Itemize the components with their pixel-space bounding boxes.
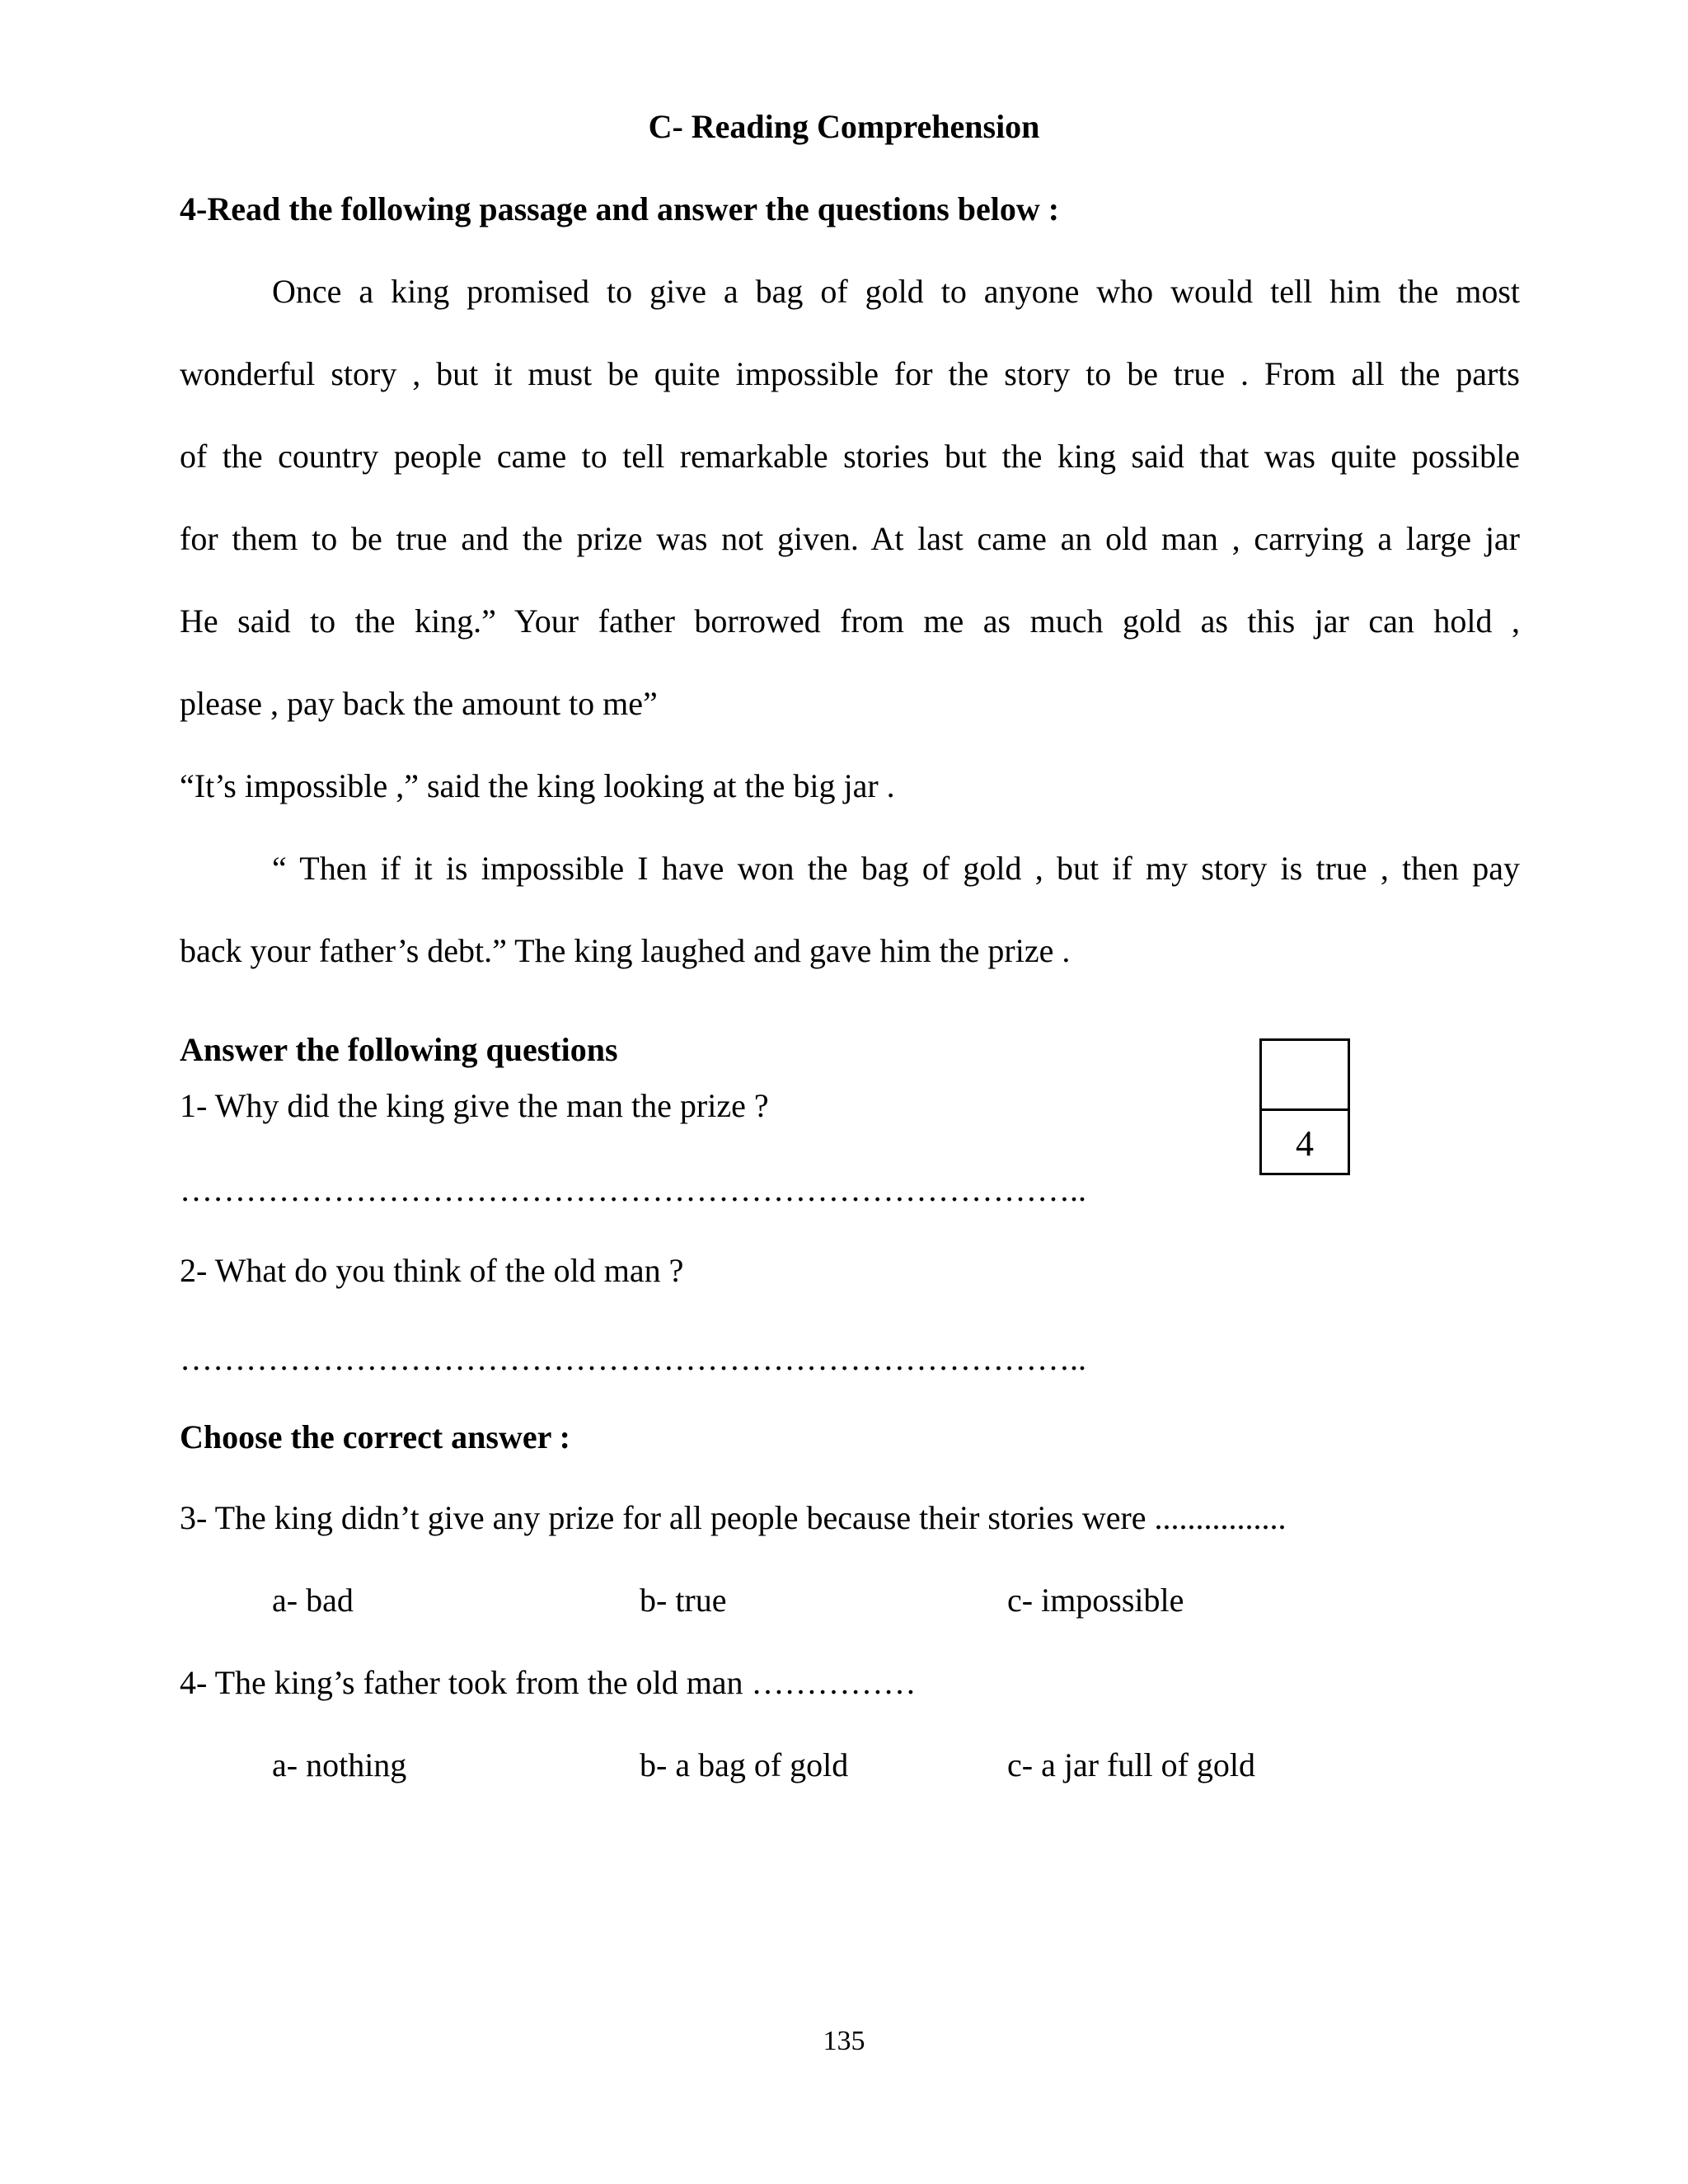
mcq-question-4: 4- The king’s father took from the old man …………… (180, 1664, 917, 1701)
answer-questions-heading: Answer the following questions (180, 1031, 618, 1068)
choose-heading: Choose the correct answer : (180, 1418, 570, 1455)
mcq-question-3: 3- The king didn’t give any prize for all people because their stories were ................ (180, 1499, 1287, 1536)
passage-line: back your father’s debt.” The king laughed and gave him the prize . (180, 932, 1071, 969)
passage-line: Once a king promised to give a bag of gold to anyone who would tell him the most (272, 273, 1520, 310)
passage-line: He said to the king.” Your father borrowed from me as much gold as this jar can hold , (180, 602, 1520, 640)
passage-line: please , pay back the amount to me” (180, 685, 658, 722)
score-value: 4 (1296, 1122, 1314, 1164)
section-title: C- Reading Comprehension (648, 108, 1040, 145)
passage-line: “ Then if it is impossible I have won the bag of gold , but if my story is true , then pay (272, 850, 1520, 887)
passage-line: of the country people came to tell remarkable stories but the king said that was quite possible (180, 438, 1520, 475)
question-1: 1- Why did the king give the man the prize ? (180, 1087, 769, 1124)
score-box-empty-cell (1262, 1041, 1348, 1111)
passage-line: “It’s impossible ,” said the king looking at the big jar . (180, 767, 895, 804)
mcq-4-option-c[interactable]: c- a jar full of gold (1007, 1746, 1255, 1783)
mcq-3-option-b[interactable]: b- true (640, 1582, 727, 1619)
instruction: 4-Read the following passage and answer the questions below : (180, 190, 1060, 227)
mcq-4-option-b[interactable]: b- a bag of gold (640, 1746, 849, 1783)
page-number: 135 (823, 2026, 865, 2056)
mcq-4-option-a[interactable]: a- nothing (272, 1746, 407, 1783)
score-box (1259, 1038, 1350, 1175)
mcq-3-option-c[interactable]: c- impossible (1007, 1582, 1184, 1619)
passage-line: wonderful story , but it must be quite impossible for the story to be true . From all the parts (180, 355, 1520, 392)
passage-line: for them to be true and the prize was not given. At last came an old man , carrying a large jar (180, 520, 1520, 557)
mcq-3-option-a[interactable]: a- bad (272, 1582, 354, 1619)
answer-line-2[interactable]: ……………………………………………………………………….. (180, 1340, 1086, 1377)
question-2: 2- What do you think of the old man ? (180, 1252, 684, 1289)
answer-line-1[interactable]: ……………………………………………………………………….. (180, 1171, 1086, 1208)
